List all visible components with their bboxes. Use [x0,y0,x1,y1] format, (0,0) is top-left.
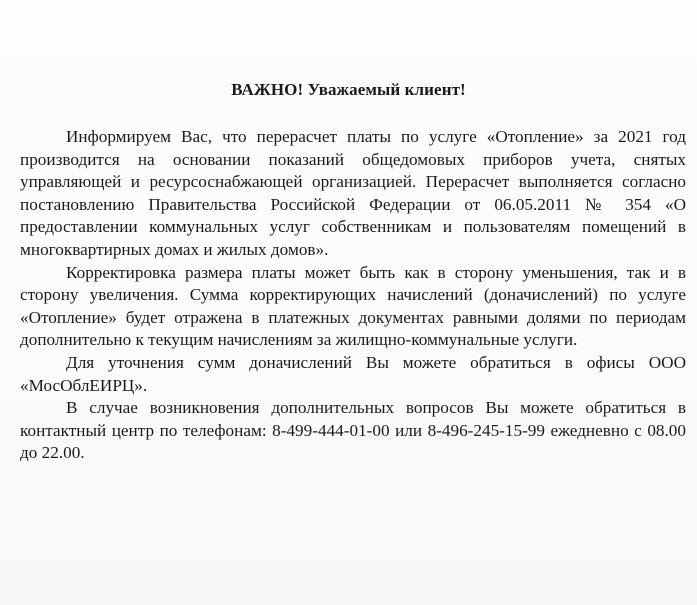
paragraph-offices: Для уточнения сумм доначислений Вы можете обратиться в офисы ООО «МосОблЕИРЦ». [20,352,686,395]
notice-body [20,126,686,465]
paragraph-contact-center: В случае возникновения дополнительных вопросов Вы можете обратиться в контактный центр по телефонам: 8-499-444-01-00 или 8-496-245-15-99 ежедневно с 08.00 до 22.00. [20,398,686,463]
paragraph-adjustment: Корректировка размера платы может быть как в сторону уменьшения, так и в сторону увеличения. Сумма корректирующих начислений (доначислений) по услуге «Отопление» будет отражена в платежных документах равными долями по периодам дополнительно к текущим начислениям за жилищно-коммунальные услуги. [20,262,686,350]
paragraph-recalculation: Информируем Вас, что перерасчет платы по услуге «Отопление» за 2021 год производится на основании показаний общедомовых приборов учета, снятых управляющей и ресурсоснабжающей организацией. Перерасчет выполняется согласно постановлению Правительства Российской Федерации от 06.05.2011 № 354 «О предоставлении коммунальных услуг собственникам и пользователям помещений в многоквартирных домах и жилых домов». [20,127,686,259]
notice-title: ВАЖНО! Уважаемый клиент! [231,80,466,99]
